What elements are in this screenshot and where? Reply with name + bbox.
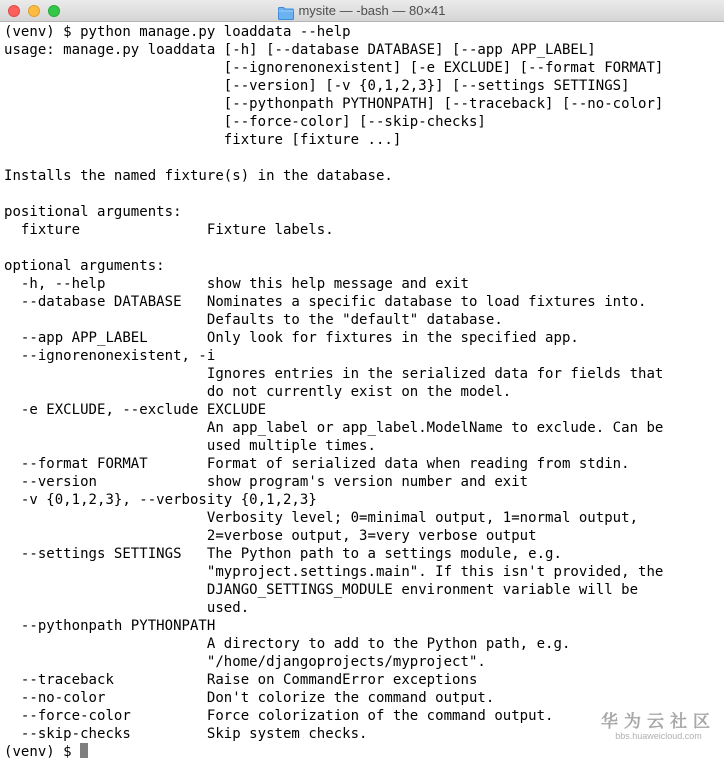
terminal-line: DJANGO_SETTINGS_MODULE environment variable will be	[4, 582, 639, 598]
terminal-line: (venv) $ python manage.py loaddata --help	[4, 24, 351, 40]
terminal-line: do not currently exist on the model.	[4, 384, 512, 400]
terminal-line: [--force-color] [--skip-checks]	[4, 114, 486, 130]
terminal-line: --settings SETTINGS The Python path to a settings module, e.g.	[4, 546, 562, 562]
watermark	[601, 713, 716, 741]
terminal-line: [--pythonpath PYTHONPATH] [--traceback] [--no-color]	[4, 96, 664, 112]
terminal-line: --version show program's version number and exit	[4, 474, 529, 490]
text-cursor	[80, 743, 88, 758]
terminal-output[interactable]	[4, 23, 722, 761]
window-title: mysite — -bash — 80×41	[298, 3, 446, 18]
terminal-line: --format FORMAT Format of serialized data when reading from stdin.	[4, 456, 630, 472]
terminal-line: fixture Fixture labels.	[4, 222, 334, 238]
terminal-line: Installs the named fixture(s) in the database.	[4, 168, 393, 184]
terminal-line: "/home/djangoprojects/myproject".	[4, 654, 486, 670]
terminal-line: fixture [fixture ...]	[4, 132, 402, 148]
terminal-line: used multiple times.	[4, 438, 376, 454]
terminal-line: used.	[4, 600, 250, 616]
terminal-line: Ignores entries in the serialized data for fields that	[4, 366, 664, 382]
terminal-line: positional arguments:	[4, 204, 182, 220]
terminal-line	[4, 185, 722, 203]
terminal-line: --traceback Raise on CommandError exceptions	[4, 672, 478, 688]
terminal-line: "myproject.settings.main". If this isn't provided, the	[4, 564, 664, 580]
terminal-line: Verbosity level; 0=minimal output, 1=normal output,	[4, 510, 639, 526]
terminal-line: usage: manage.py loaddata [-h] [--database DATABASE] [--app APP_LABEL]	[4, 42, 596, 58]
watermark-name: 华为云社区	[601, 712, 716, 732]
window-title-area	[0, 3, 724, 19]
terminal-line	[4, 239, 722, 257]
terminal-line: Defaults to the "default" database.	[4, 312, 503, 328]
terminal-line: A directory to add to the Python path, e.g.	[4, 636, 571, 652]
terminal-line: --no-color Don't colorize the command output.	[4, 690, 495, 706]
terminal-line: -h, --help show this help message and exit	[4, 276, 469, 292]
watermark-url: bbs.huaweicloud.com	[615, 731, 702, 741]
terminal-line: An app_label or app_label.ModelName to exclude. Can be	[4, 420, 664, 436]
terminal-line: -v {0,1,2,3}, --verbosity {0,1,2,3}	[4, 492, 317, 508]
terminal-line: [--version] [-v {0,1,2,3}] [--settings SETTINGS]	[4, 78, 630, 94]
terminal-line: --ignorenonexistent, -i	[4, 348, 216, 364]
terminal-line: -e EXCLUDE, --exclude EXCLUDE	[4, 402, 267, 418]
title-bar[interactable]	[0, 0, 724, 22]
terminal-line: optional arguments:	[4, 258, 165, 274]
terminal-line: 2=verbose output, 3=very verbose output	[4, 528, 537, 544]
terminal-line: --database DATABASE Nominates a specific database to load fixtures into.	[4, 294, 647, 310]
terminal-line	[4, 149, 722, 167]
terminal-line: --app APP_LABEL Only look for fixtures in the specified app.	[4, 330, 579, 346]
terminal-line: --skip-checks Skip system checks.	[4, 726, 368, 742]
terminal-line: --pythonpath PYTHONPATH	[4, 618, 216, 634]
terminal-line: --force-color Force colorization of the command output.	[4, 708, 554, 724]
folder-icon	[278, 5, 294, 18]
prompt-line: (venv) $	[4, 743, 722, 761]
terminal-line: [--ignorenonexistent] [-e EXCLUDE] [--format FORMAT]	[4, 60, 664, 76]
